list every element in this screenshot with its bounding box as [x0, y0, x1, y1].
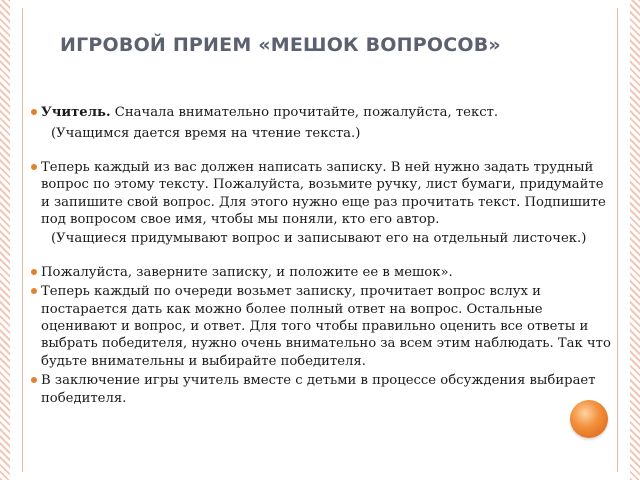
- bullet-icon: [31, 269, 37, 275]
- right-frame-line: [617, 8, 618, 472]
- bullet-icon: [31, 109, 37, 115]
- paragraph-text: В заключение игры учитель вместе с детьми в процессе обсуждения выбирает победителя.: [41, 373, 596, 406]
- paragraph-note: (Учащимся дается время на чтение текста.): [51, 126, 361, 142]
- bullet-icon: [31, 288, 37, 294]
- left-border-pattern: [0, 0, 10, 480]
- bullet-icon: [31, 164, 37, 170]
- paragraph-text: Пожалуйста, заверните записку, и положите ее в мешок».: [41, 264, 453, 280]
- slide-title: ИГРОВОЙ ПРИЕМ «МЕШОК ВОПРОСОВ»: [60, 34, 501, 56]
- left-frame-line: [22, 8, 23, 472]
- paragraph-text: Сначала внимательно прочитайте, пожалуйста, текст.: [110, 105, 499, 120]
- paragraph-text: Теперь каждый из вас должен написать записку. В ней нужно задать трудный вопрос по этому тексту. Пожалуйста, возьмите ручку, лист бумаги, придумайте и запишите свой вопрос. Для этого нужно еще раз прочитать текст. Подпишите под вопросом свое имя, чтобы мы поняли, кто его автор.: [41, 159, 606, 228]
- paragraph-answer: [31, 283, 616, 370]
- paragraph-write-note: [31, 159, 616, 229]
- paragraph-text: Теперь каждый по очереди возьмет записку, прочитает вопрос вслух и постарается дать как можно более полный ответ на вопрос. Остальные оценивают и вопрос, и ответ. Для того чтобы правильно оценить все ответы и выбрать победителя, нужно очень внимательно за всем этим наблюдать. Так что будьте внимательны и выбирайте победителя.: [41, 284, 611, 369]
- bullet-icon: [31, 377, 37, 383]
- paragraph-fold-note: [31, 264, 616, 281]
- right-border-pattern: [630, 0, 640, 480]
- decorative-orb-icon: [570, 400, 608, 438]
- paragraph-conclusion: [31, 372, 616, 407]
- paragraph-teacher: [31, 104, 616, 121]
- slide-body: [31, 104, 616, 407]
- teacher-label: Учитель.: [41, 105, 111, 120]
- paragraph-note: (Учащиеся придумывают вопрос и записывают его на отдельный листочек.): [51, 231, 587, 247]
